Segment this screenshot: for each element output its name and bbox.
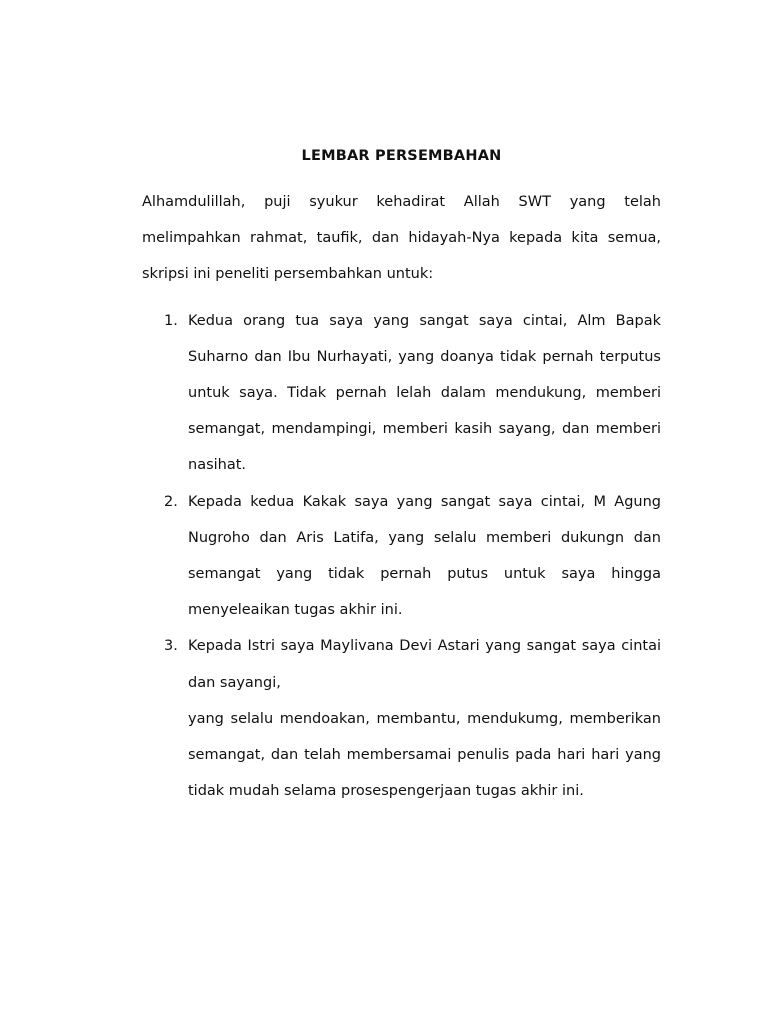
page-title: LEMBAR PERSEMBAHAN [301, 148, 502, 164]
list-item-continuation: yang selalu mendoakan, membantu, mendukumg, memberikan semangat, dan telah membersamai penulis pada hari hari yang tidak mudah selama prosespengerjaan tugas akhir ini. [188, 710, 661, 800]
intro-paragraph: Alhamdulillah, puji syukur kehadirat Allah SWT yang telah melimpahkan rahmat, taufik, dan hidayah-Nya kepada kita semua, skripsi ini peneliti persembahkan untuk: [142, 194, 661, 283]
list-number: 1. [164, 312, 178, 329]
list-item-text: Kepada Istri saya Maylivana Devi Astari yang sangat saya cintai dan sayangi, [188, 638, 661, 691]
document-body [142, 184, 661, 809]
list-item-text: Kepada kedua Kakak saya yang sangat saya cintai, M Agung Nugroho dan Aris Latifa, yang selalu memberi dukungn dan semangat yang tidak pernah putus untuk saya hingga menyeleaikan tugas akhir ini. [188, 493, 661, 619]
list-number: 3. [164, 638, 178, 655]
list-number: 2. [164, 493, 178, 510]
list-item [142, 628, 661, 809]
list-item-text: Kedua orang tua saya yang sangat saya cintai, Alm Bapak Suharno dan Ibu Nurhayati, yang doanya tidak pernah terputus untuk saya. Tidak pernah lelah dalam mendukung, memberi semangat, mendampingi, memberi kasih sayang, dan memberi nasihat. [188, 312, 661, 474]
list-item [142, 484, 661, 629]
dedication-list [142, 303, 661, 810]
list-item [142, 303, 661, 484]
